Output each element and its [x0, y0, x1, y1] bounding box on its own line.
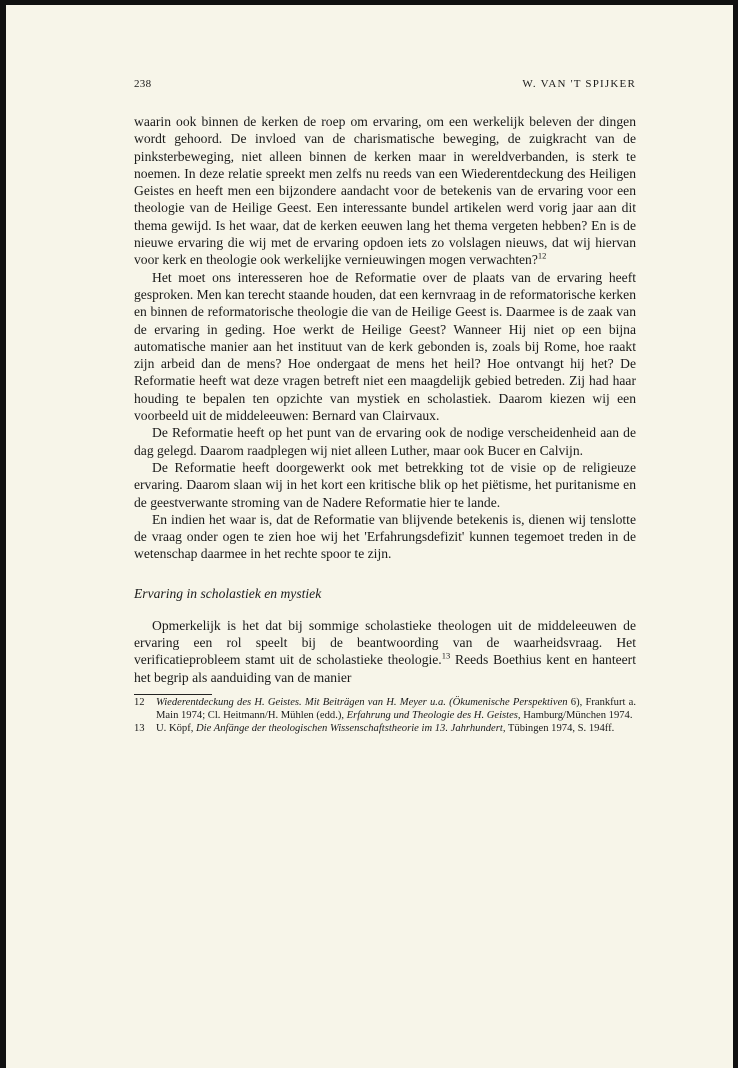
body-text — [134, 113, 636, 686]
footnote-number: 13 — [134, 722, 145, 734]
footnote-run: U. Köpf, — [156, 722, 197, 734]
section-paragraph: Opmerkelijk is het dat bij sommige scholastieke theologen uit de middeleeuwen de ervaring een rol speelt bij de beantwoording van de waarheidsvraag. Het verificatieprobleem stamt uit de scholastieke theologie.$^{13}$ Reeds Boethius kent en hanteert het begrip als aanduiding van de manier — [134, 617, 636, 685]
footnote-run: 6), Frankfurt a. Main 1974; Cl. Heitmann/H. Mühlen (edd.), — [156, 696, 636, 721]
footnote-ref-12[interactable]: 12 — [537, 250, 547, 261]
footnote-12 — [134, 697, 636, 723]
running-header — [134, 78, 636, 90]
footnote-run: Erfahrung und Theologie des H. Geistes, — [346, 709, 521, 721]
page-number: 238 — [134, 78, 152, 90]
running-author: W. VAN 'T SPIJKER — [522, 78, 636, 90]
footnote-number: 12 — [134, 696, 145, 708]
footnote-ref-13[interactable]: 13 — [441, 650, 451, 661]
footnote-text — [156, 697, 636, 723]
footnote-text — [156, 723, 636, 736]
paragraph-5: En indien het waar is, dat de Reformatie van blijvende betekenis is, dienen wij tenslotte de vraag onder ogen te zien hoe wij het 'Erfahrungsdefizit' kunnen tegemoet treden in de wetenschap daarmee in het rechte spoor te zijn. — [134, 511, 636, 562]
paragraph-1: waarin ook binnen de kerken de roep om ervaring, om een werkelijk beleven der dingen wordt gehoord. De invloed van de charismatische beweging, de zuigkracht van de pinksterbeweging, niet alleen binnen de kerken maar in wereldverbanden, is sterk te noemen. In deze relatie spreekt men zelfs nu reeds van een Wiederentdeckung des Heiligen Geistes en heeft men een bijzondere aandacht voor de betekenis van de ervaring voor een theologie van de Heilige Geest. Een interessante bundel artikelen werd vorig jaar aan dit thema gewijd. Is het waar, dat de kerken eeuwen lang het thema vergeten hebben? En is de nieuwe ervaring die wij met de ervaring opdoen iets zo volslagen nieuws, dat wij hiervan voor kerk en theologie ook werkelijke vernieuwingen mogen verwachten?$^{12}$ — [134, 114, 636, 268]
paragraph-2: Het moet ons interesseren hoe de Reformatie over de plaats van de ervaring heeft gesproken. Men kan terecht staande houden, dat een kernvraag in de reformatorische kerken en binnen de reformatorische theologie die van de Heilige Geest is. Daarmee is de zaak van de ervaring in geding. Hoe werkt de Heilige Geest? Wanneer Hij niet op een bijna automatische manier aan het instituut van de kerk gebonden is, zoals bij Rome, hoe raakt zijn arbeid dan de mens? Hoe ondergaat de mens het heil? Hoe ontvangt hij het? De Reformatie heeft wat deze vragen betreft niet een maagdelijk gebied betreden. Zij had haar houding te bepalen ten opzichte van mystiek en scholastiek. Daarom kiezen wij een voorbeeld uit de middeleeuwen: Bernard van Clairvaux. — [134, 269, 636, 424]
footnote-divider — [134, 694, 212, 695]
footnote-13 — [134, 723, 636, 736]
footnote-run: Hamburg/München 1974. — [520, 709, 633, 721]
footnote-run: Die Anfänge der theologischen Wissenschaftstheorie im 13. Jahrhundert, — [196, 722, 506, 734]
paragraph-3: De Reformatie heeft op het punt van de ervaring ook de nodige verscheidenheid aan de dag gelegd. Daarom raadplegen wij niet alleen Luther, maar ook Bucer en Calvijn. — [134, 425, 636, 458]
paragraph-4: De Reformatie heeft doorgewerkt ook met betrekking tot de visie op de religieuze ervaring. Daarom slaan wij in het kort een kritische blik op het piëtisme, het puritanisme en de geestverwante stroming van de Nadere Reformatie hier te lande. — [134, 459, 636, 510]
book-page — [134, 78, 636, 735]
footnote-run: Tübingen 1974, S. 194ff. — [505, 722, 615, 734]
footnote-run: Wiederentdeckung des H. Geistes. Mit Beiträgen van H. Meyer u.a. (Ökumenische Perspektiven — [156, 696, 568, 708]
section-heading: Ervaring in scholastiek en mystiek — [134, 585, 322, 601]
